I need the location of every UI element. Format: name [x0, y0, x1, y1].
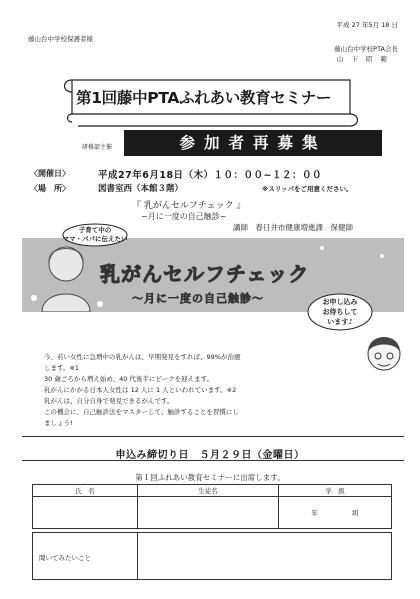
grade-class-unit: 組: [352, 509, 359, 517]
grade-field[interactable]: [279, 497, 392, 529]
bubble-line-2: ママ・パパに伝えたい: [62, 235, 128, 243]
date-value: 平成27年6月18日（木）１０：００~１２：００: [98, 170, 323, 181]
sender-name: 山 下 昭 範: [336, 55, 390, 63]
hero-subtitle: ～月に一度の自己触診～: [132, 292, 264, 305]
invite-line-2: お待ちして: [322, 308, 358, 316]
place-label: 〈場 所〉: [30, 184, 70, 193]
name-field[interactable]: [33, 497, 138, 529]
bubble-line-1: 子育て中の: [78, 226, 112, 234]
nurse-illustration-icon: [362, 330, 406, 380]
invite-line-1: お申し込み: [322, 298, 358, 306]
body-line-7: ましょう!: [44, 419, 73, 427]
lecturer: 講師 春日井市健康増進課 保健師: [233, 223, 353, 232]
organizer-label: 研修部主催: [82, 144, 113, 151]
question-label-cell: [33, 533, 138, 579]
seminar-title: 第1回藤中PTAふれあい教育セミナー: [76, 89, 332, 107]
question-row: [32, 532, 392, 580]
question-field[interactable]: [139, 533, 391, 579]
col-name-header: 氏 名: [33, 485, 138, 497]
col-grade-header: 学 級: [279, 485, 392, 497]
body-line-3: 30 歳ごろから増え始め、40 代後半にピークを迎えます。: [44, 375, 214, 383]
invite-line-3: います♪: [327, 318, 353, 326]
body-line-1: 今、若い女性に急増中の乳がんは、早期発見をすれば、99%が治癒: [44, 353, 241, 361]
date-label: 〈開催日〉: [30, 169, 70, 178]
recipient: 藤山台中学校保護者様: [28, 35, 93, 43]
slipper-note: ※スリッパをご用意ください。: [262, 185, 353, 193]
application-form: [32, 484, 392, 529]
body-line-6: この機会に、自己触診法をマスターして、触診することを習慣にし: [44, 408, 239, 416]
question-label: 聞いてみたいこと: [39, 554, 91, 562]
sender-org: 藤山台中学校PTA会長: [334, 45, 398, 53]
topic-subtitle: ~月に一度の自己触診~: [141, 212, 227, 221]
body-line-2: します。※1: [44, 364, 80, 372]
hero-title: 乳がんセルフチェック: [100, 262, 310, 286]
divider-bottom: [22, 460, 404, 461]
place-value: 図書室西（本館３階）: [98, 184, 184, 194]
divider-top: [22, 436, 404, 437]
speech-bubble-invite: [306, 292, 374, 334]
topic-title: 『 乳がんセルフチェック 』: [132, 201, 246, 211]
col-student-header: 生徒名: [138, 485, 279, 497]
student-field[interactable]: [138, 497, 279, 529]
form-intro: 第１回ふれあい教育セミナーに出席します。: [135, 473, 285, 482]
recruit-heading: 参加者再募集: [179, 134, 327, 152]
speech-bubble-parents: [62, 223, 128, 249]
body-line-5: 乳がんは、自分自身で発見できるがんです。: [44, 397, 174, 405]
issue-date: 平成 27 年5月 18 日: [336, 21, 398, 29]
grade-year-unit: 年: [311, 509, 318, 517]
body-paragraph: [44, 352, 364, 429]
body-line-4: 乳がんにかかる日本人女性は 12 人に 1 人といわれています。※2: [44, 386, 237, 394]
deadline: 申込み締切り日 ５月２９日（金曜日）: [115, 450, 305, 461]
